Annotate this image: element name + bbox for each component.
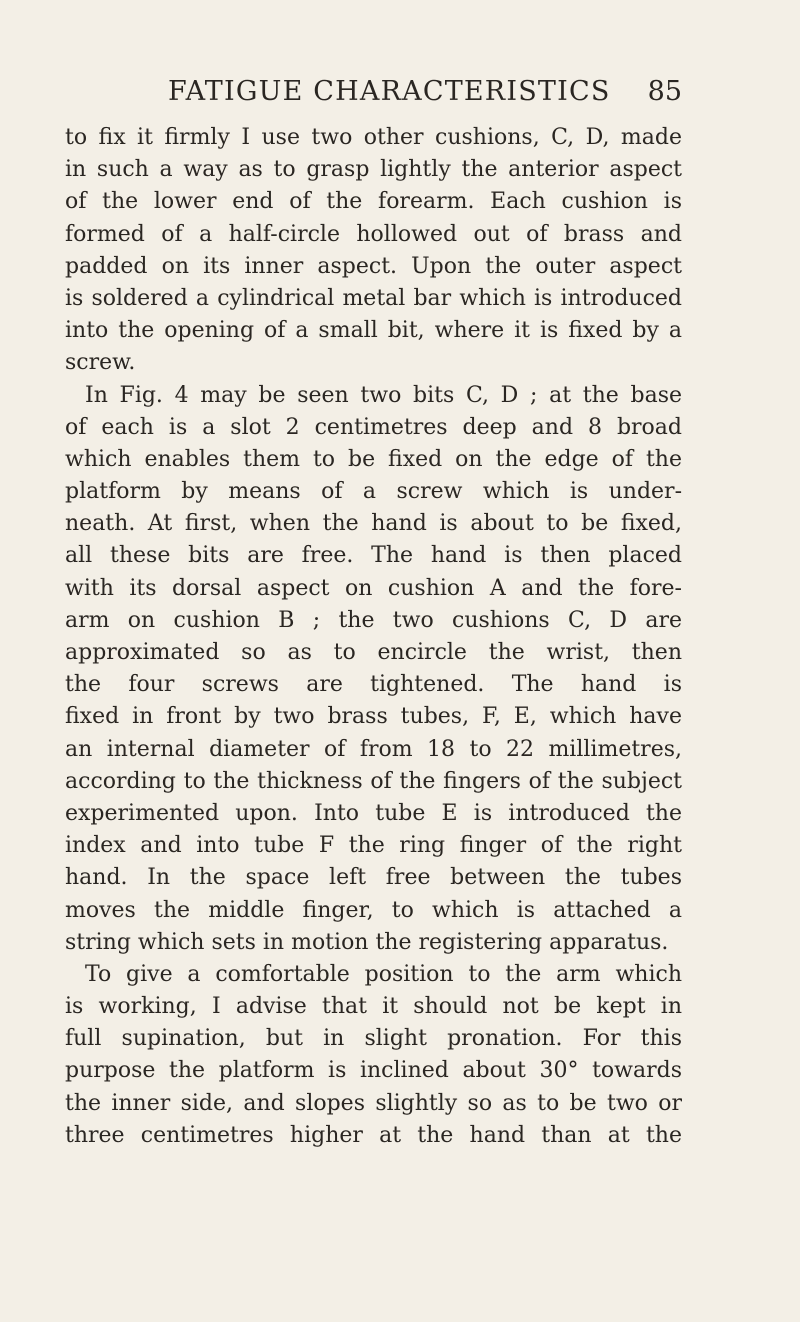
text-line: hand. In the space left free between the tubes: [65, 865, 682, 891]
text-line: purpose the platform is inclined about 30° towards: [65, 1058, 682, 1084]
text-line: arm on cushion B ; the two cushions C, D are: [65, 607, 682, 633]
text-line: of the lower end of the forearm. Each cushion is: [65, 189, 682, 215]
text-line: an internal diameter of from 18 to 22 millimetres,: [65, 736, 682, 762]
text-line: according to the thickness of the fingers of the subject: [65, 768, 682, 794]
text-line: experimented upon. Into tube E is introduced the: [65, 800, 682, 826]
text-line: of each is a slot 2 centimetres deep and 8 broad: [65, 414, 682, 440]
text-line: to fix it firmly I use two other cushions, C, D, made: [65, 125, 682, 150]
text-line: string which sets in motion the registering apparatus.: [65, 929, 669, 955]
text-line: padded on its inner aspect. Upon the outer aspect: [65, 253, 682, 279]
text-line: with its dorsal aspect on cushion A and the fore-: [65, 575, 682, 601]
body-text: [65, 122, 682, 1152]
text-line: fixed in front by two brass tubes, F, E, which have: [65, 704, 682, 730]
text-line: which enables them to be fixed on the edge of the: [65, 446, 682, 472]
text-line: platform by means of a screw which is under-: [65, 479, 682, 505]
text-line: In Fig. 4 may be seen two bits C, D ; at the base: [85, 382, 682, 408]
text-line: screw.: [65, 350, 136, 376]
text-line: moves the middle finger, to which is attached a: [65, 897, 682, 923]
text-line: To give a comfortable position to the arm which: [85, 961, 682, 987]
text-line: index and into tube F the ring finger of the right: [65, 833, 682, 859]
running-head: [140, 76, 682, 116]
text-line: in such a way as to grasp lightly the anterior aspect: [65, 157, 682, 183]
text-line: all these bits are free. The hand is then placed: [65, 543, 682, 569]
text-line: three centimetres higher at the hand than at the: [65, 1122, 682, 1148]
running-title: FATIGUE CHARACTERISTICS: [168, 76, 611, 107]
text-line: the inner side, and slopes slightly so as to be two or: [65, 1090, 682, 1116]
text-line: into the opening of a small bit, where it is fixed by a: [65, 318, 682, 344]
text-line: is soldered a cylindrical metal bar which is introduced: [65, 285, 682, 311]
text-line: neath. At first, when the hand is about to be fixed,: [65, 511, 682, 537]
text-line: is working, I advise that it should not be kept in: [65, 994, 682, 1020]
text-line: approximated so as to encircle the wrist, then: [65, 640, 682, 665]
text-line: formed of a half-circle hollowed out of brass and: [65, 221, 682, 247]
page-number: 85: [647, 76, 682, 107]
text-line: full supination, but in slight pronation. For this: [65, 1026, 682, 1052]
text-line: the four screws are tightened. The hand is: [65, 672, 682, 698]
